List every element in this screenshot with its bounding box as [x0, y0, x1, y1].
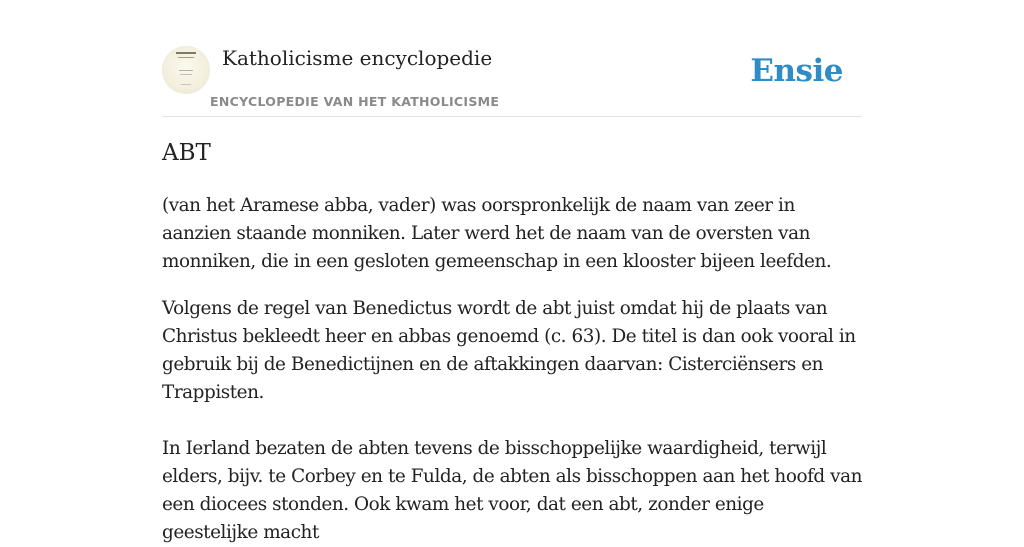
- article-paragraph-1: (van het Aramese abba, vader) was oorspronkelijk de naam van zeer in aanzien staande monniken. Later werd het de naam van de oversten van monniken, die in een gesloten gemeenschap in een klooster bijeen leefden.: [162, 195, 832, 272]
- site-header: [162, 44, 862, 117]
- brand-logo-link[interactable]: Ensie: [750, 53, 843, 89]
- article-title: ABT: [162, 140, 211, 166]
- article-paragraph-3: In Ierland bezaten de abten tevens de bisschoppelijke waardigheid, terwijl elders, bijv. te Corbey en te Fulda, de abten als bisschoppen aan het hoofd van een diocees stonden. Ook kwam het voor, dat een abt, zonder enige geestelijke macht: [162, 438, 862, 543]
- article-paragraph-2: Volgens de regel van Benedictus wordt de abt juist omdat hij de plaats van Christus bekleedt heer en abbas genoemd (c. 63). De titel is dan ook vooral in gebruik bij de Benedictijnen en de aftakkingen daarvan: Cisterciënsers en Trappisten.: [162, 298, 856, 403]
- site-subtitle: ENCYCLOPEDIE VAN HET KATHOLICISME: [210, 94, 500, 109]
- encyclopedia-cover-thumbnail[interactable]: [162, 46, 210, 94]
- site-title-link[interactable]: Katholicisme encyclopedie: [222, 46, 493, 70]
